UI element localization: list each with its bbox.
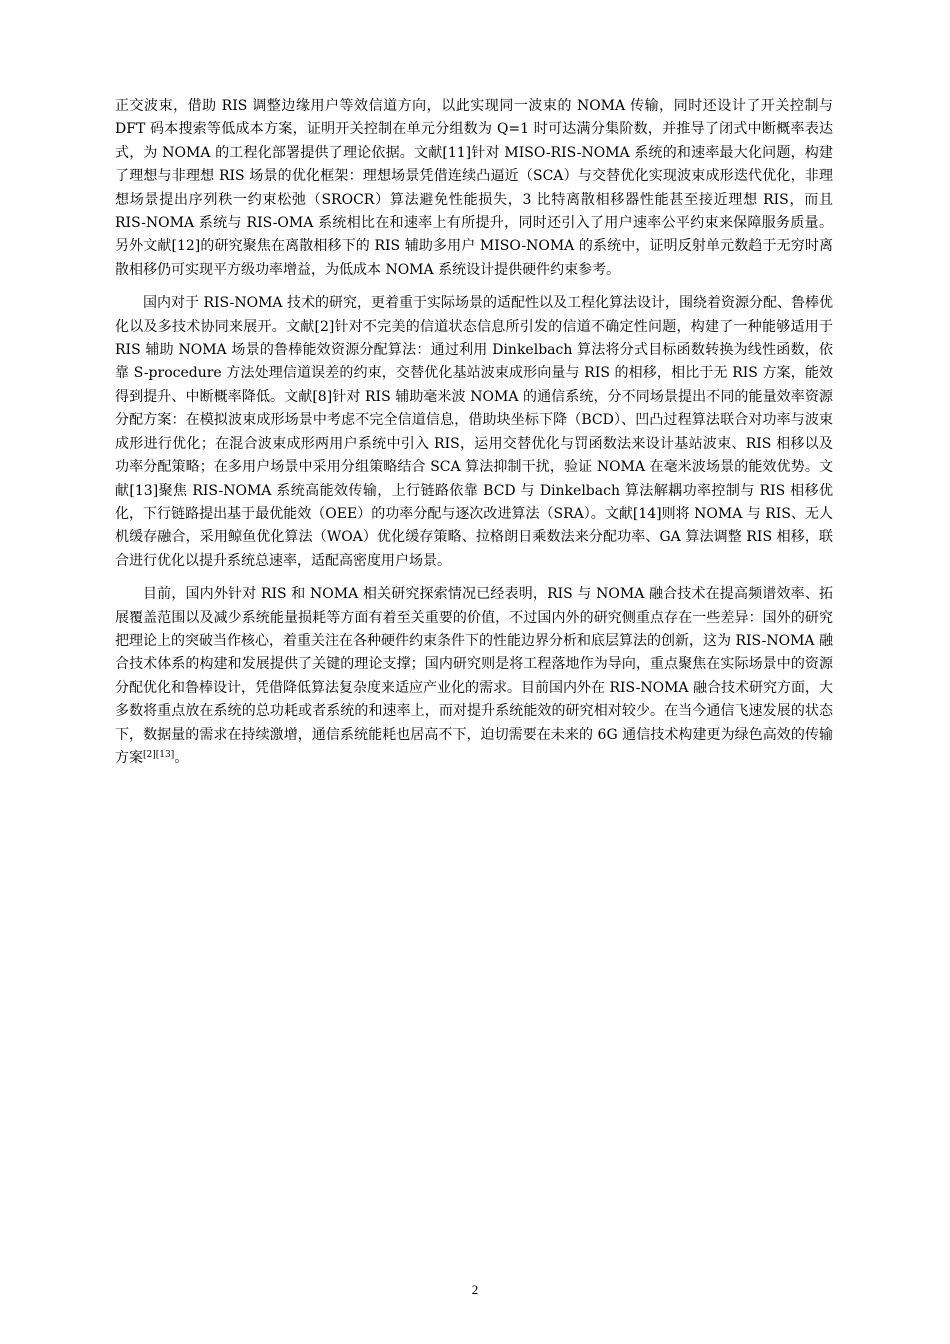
citation-superscript: [2][13] [143,749,175,760]
paragraph-1: 正交波束，借助 RIS 调整边缘用户等效信道方向，以此实现同一波束的 NOMA 传输，同时还设计了开关控制与 DFT 码本搜索等低成本方案，证明开关控制在单元分组数为 Q=1 时可达满分集阶数，并推导了闭式中断概率表达式，为 NOMA 的工程化部署提供了理论依据。文献[11]针对 MISO-RIS-NOMA 系统的和速率最大化问题，构建了理想与非理想 RIS 场景的优化框架：理想场景凭借连续凸逼近（SCA）与交替优化实现波束成形迭代优化，非理想场景提出序列秩一约束松弛（SROCR）算法避免性能损失，3 比特离散相移器性能甚至接近理想 RIS，而且 RIS-NOMA 系统与 RIS-OMA 系统相比在和速率上有所提升，同时还引入了用户速率公平约束来保障服务质量。另外文献[12]的研究聚焦在离散相移下的 RIS 辅助多用户 MISO-NOMA 的系统中，证明反射单元数趋于无穷时离散相移仍可实现平方级功率增益，为低成本 NOMA 系统设计提供硬件约束参考。 [115,98,833,278]
document-body [115,95,833,780]
paragraph-3-text: 目前，国内外针对 RIS 和 NOMA 相关研究探索情况已经表明，RIS 与 NOMA 融合技术在提高频谱效率、拓展覆盖范围以及减少系统能量损耗等方面有着至关重要的价值，不过国内外的研究侧重点存在一些差异：国外的研究把理论上的突破当作核心，着重关注在各种硬件约束条件下的性能边界分析和底层算法的创新，这为 RIS-NOMA 融合技术体系的构建和发展提供了关键的理论支撑；国内研究则是将工程落地作为导向，重点聚焦在实际场景中的资源分配优化和鲁棒设计，凭借降低算法复杂度来适应产业化的需求。目前国内外在 RIS-NOMA 融合技术研究方面，大多数将重点放在系统的总功耗或者系统的和速率上，而对提升系统能效的研究相对较少。在当今通信飞速发展的状态下，数据量的需求在持续激增，通信系统能耗也居高不下，迫切需要在未来的 6G 通信技术构建更为绿色高效的传输方案 [115,586,833,766]
paragraph-2: 国内对于 RIS-NOMA 技术的研究，更着重于实际场景的适配性以及工程化算法设计，围绕着资源分配、鲁棒优化以及多技术协同来展开。文献[2]针对不完美的信道状态信息所引发的信道不确定性问题，构建了一种能够适用于 RIS 辅助 NOMA 场景的鲁棒能效资源分配算法：通过利用 Dinkelbach 算法将分式目标函数转换为线性函数，依靠 S-procedure 方法处理信道误差的约束，交替优化基站波束成形向量与 RIS 的相移，相比于无 RIS 方案，能效得到提升、中断概率降低。文献[8]针对 RIS 辅助毫米波 NOMA 的通信系统，分不同场景提出不同的能量效率资源分配方案：在模拟波束成形场景中考虑不完全信道信息，借助块坐标下降（BCD）、凹凸过程算法联合对功率与波束成形进行优化；在混合波束成形两用户系统中引入 RIS，运用交替优化与罚函数法来设计基站波束、RIS 相移以及功率分配策略；在多用户场景中采用分组策略结合 SCA 算法抑制干扰，验证 NOMA 在毫米波场景的能效优势。文献[13]聚焦 RIS-NOMA 系统高能效传输，上行链路依靠 BCD 与 Dinkelbach 算法解耦功率控制与 RIS 相移优化，下行链路提出基于最优能效（OEE）的功率分配与逐次改进算法（SRA）。文献[14]则将 NOMA 与 RIS、无人机缓存融合，采用鲸鱼优化算法（WOA）优化缓存策略、拉格朗日乘数法来分配功率、GA 算法调整 RIS 相移，联合进行优化以提升系统总速率，适配高密度用户场景。 [115,295,833,569]
paragraph-3 [115,583,833,770]
page-number: 2 [471,1282,479,1297]
paragraph-3-ending: 。 [174,749,189,766]
